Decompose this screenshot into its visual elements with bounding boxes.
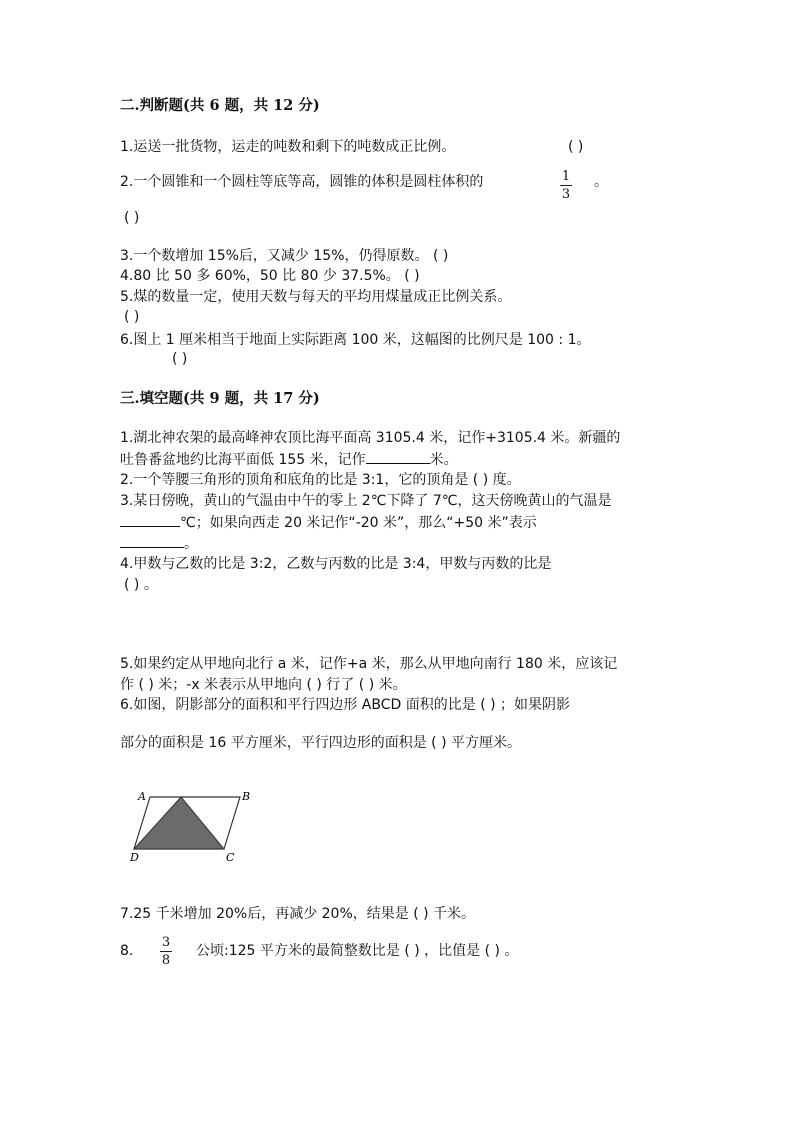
fill-question-2: 2.一个等腰三角形的顶角和底角的比是 3:1，它的顶角是 ( ) 度。 xyxy=(120,472,521,488)
judge-question-1-text: 1.运送一批货物，运走的吨数和剩下的吨数成正比例。 xyxy=(120,139,456,155)
fill-question-7: 7.25 千米增加 20%后，再减少 20%，结果是 ( ) 千米。 xyxy=(120,906,476,922)
fill-question-5-line-2: 作 ( ) 米；-x 米表示从甲地向 ( ) 行了 ( ) 米。 xyxy=(120,677,407,693)
vertex-label-d: D xyxy=(130,851,139,864)
section-2-heading: 二.判断题(共 6 题，共 12 分) xyxy=(120,97,320,114)
judge-question-6: 6.图上 1 厘米相当于地面上实际距离 100 米，这幅图的比例尺是 100 : 1。 xyxy=(120,332,591,348)
judge-question-5: 5.煤的数量一定，使用天数与每天的平均用煤量成正比例关系。 xyxy=(120,289,512,305)
answer-blank xyxy=(120,512,180,527)
fill-question-3-line-2: ℃；如果向西走 20 米记作“-20 米”，那么“+50 米”表示 xyxy=(120,512,537,533)
vertex-label-b: B xyxy=(242,790,251,803)
fraction-numerator: 3 xyxy=(161,935,171,950)
answer-blank xyxy=(366,449,430,464)
fill-question-8-number: 8. xyxy=(120,943,134,959)
fill-question-3-line-1: 3.某日傍晚，黄山的气温由中午的零上 2℃下降了 7℃，这天傍晚黄山的气温是 xyxy=(120,493,612,509)
answer-paren: ( ) xyxy=(124,309,140,325)
fill-question-4-line-1: 4.甲数与乙数的比是 3:2，乙数与丙数的比是 3:4，甲数与丙数的比是 xyxy=(120,556,552,572)
fraction-one-third xyxy=(560,169,572,202)
fill-question-6-line-1: 6.如图，阴影部分的面积和平行四边形 ABCD 面积的比是 ( ) ；如果阴影 xyxy=(120,697,571,713)
answer-paren: ( ) xyxy=(568,139,584,155)
fill-question-8-text: 公顷:125 平方米的最简整数比是 ( ) ，比值是 ( ) 。 xyxy=(196,943,519,959)
vertex-label-a: A xyxy=(138,790,146,803)
judge-question-2 xyxy=(120,172,483,192)
judge-question-2-text: 2.一个圆锥和一个圆柱等底等高，圆锥的体积是圆柱体积的 xyxy=(120,174,484,190)
parallelogram-figure xyxy=(128,787,254,865)
fill-question-3-line-3: 。 xyxy=(120,533,198,554)
answer-paren: ( ) xyxy=(124,210,140,226)
answer-paren: ( ) xyxy=(172,351,188,367)
fill-question-1-line-2: 吐鲁番盆地约比海平面低 155 米，记作 米。 xyxy=(120,449,458,470)
fraction-numerator: 1 xyxy=(561,169,571,184)
fill-question-6-line-2: 部分的面积是 16 平方厘米，平行四边形的面积是 ( ) 平方厘米。 xyxy=(120,735,521,751)
judge-question-2-end: 。 xyxy=(594,174,608,190)
fill-question-5-line-1: 5.如果约定从甲地向北行 a 米，记作+a 米，那么从甲地向南行 180 米，应该记 xyxy=(120,656,618,672)
judge-question-3: 3.一个数增加 15%后，又减少 15%，仍得原数。 ( ) xyxy=(120,248,449,264)
fraction-denominator: 8 xyxy=(161,953,171,968)
vertex-label-c: C xyxy=(226,851,235,864)
fraction-three-eighths xyxy=(160,935,172,968)
fraction-denominator: 3 xyxy=(561,187,571,202)
fill-question-1-line-1: 1.湖北神农架的最高峰神农顶比海平面高 3105.4 米，记作+3105.4 米。新疆的 xyxy=(120,430,621,446)
answer-blank xyxy=(120,533,184,548)
fill-question-4-line-2: ( ) 。 xyxy=(124,577,158,593)
judge-question-1 xyxy=(120,137,584,157)
section-3-heading: 三.填空题(共 9 题，共 17 分) xyxy=(120,390,320,407)
judge-question-4: 4.80 比 50 多 60%，50 比 80 少 37.5%。 ( ) xyxy=(120,268,420,284)
